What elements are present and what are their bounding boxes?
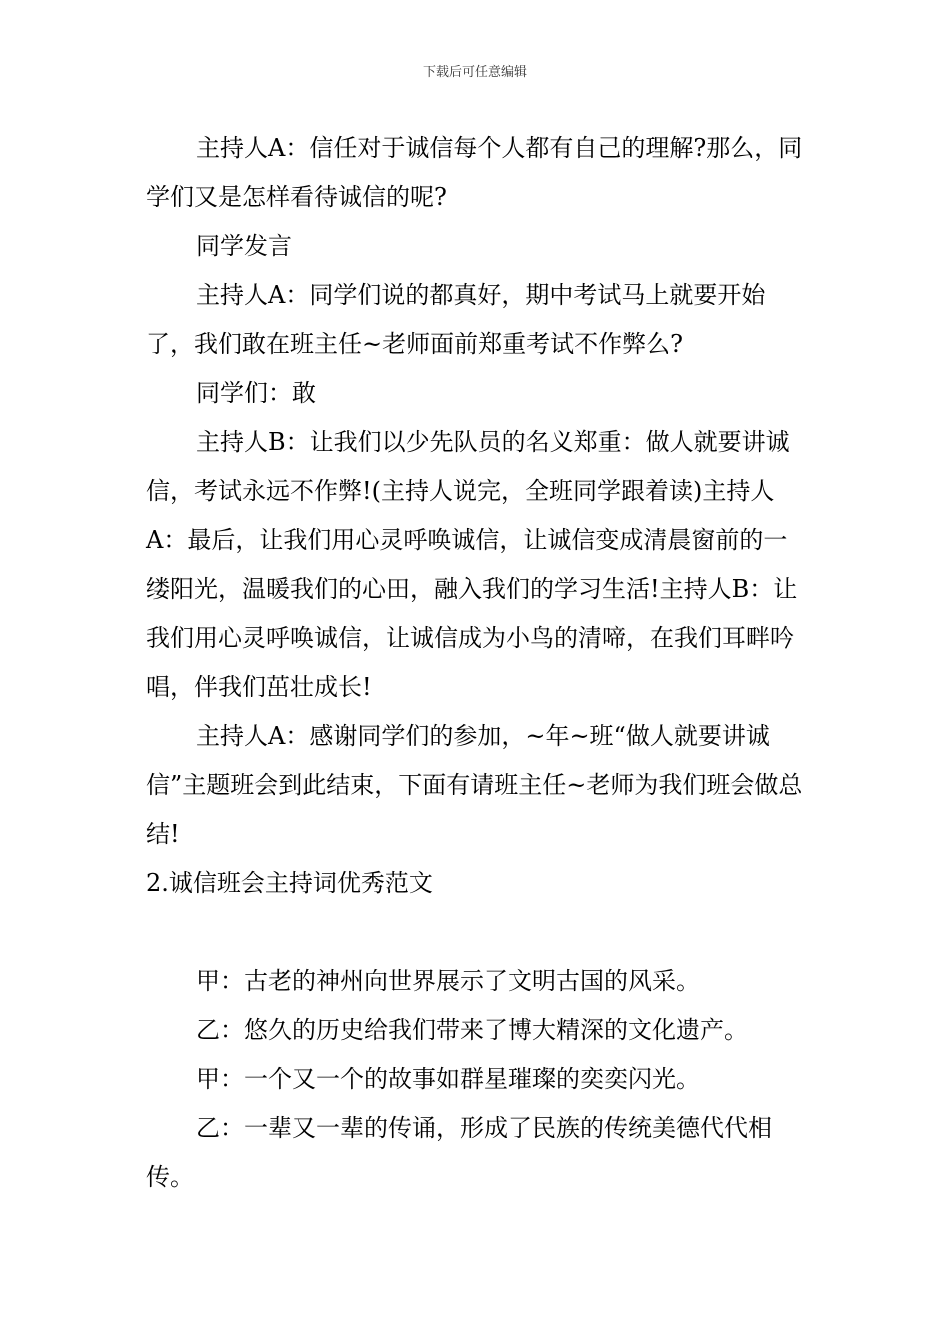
paragraph-6: 主持人A：感谢同学们的参加，~年~班“做人就要讲诚信”主题班会到此结束，下面有请班主任~老师为我们班会做总结!	[146, 722, 803, 848]
paragraph-7: 甲：古老的神州向世界展示了文明古国的风采。	[196, 967, 700, 995]
paragraph-3: 主持人A：同学们说的都真好，期中考试马上就要开始了，我们敢在班主任~老师面前郑重考试不作弊么?	[146, 281, 766, 358]
paragraph-2: 同学发言	[196, 232, 292, 260]
paragraph-10: 乙：一辈又一辈的传诵，形成了民族的传统美德代代相传。	[146, 1114, 772, 1191]
paragraph-9: 甲：一个又一个的故事如群星璀璨的奕奕闪光。	[196, 1065, 700, 1093]
page-header: 下载后可任意编辑	[422, 65, 527, 80]
document-body	[146, 124, 810, 1202]
paragraph-5: 主持人B：让我们以少先队员的名义郑重：做人就要讲诚信，考试永远不作弊!(主持人说完，全班同学跟着读)主持人A：最后，让我们用心灵呼唤诚信，让诚信变成清晨窗前的一缕阳光，温暖我们的心田，融入我们的学习生活!主持人B：让我们用心灵呼唤诚信，让诚信成为小鸟的清啼，在我们耳畔吟唱，伴我们茁壮成长!	[146, 428, 798, 701]
section-title: 2.诚信班会主持词优秀范文	[146, 869, 433, 897]
paragraph-1: 主持人A：信任对于诚信每个人都有自己的理解?那么，同学们又是怎样看待诚信的呢?	[146, 134, 803, 211]
paragraph-8: 乙：悠久的历史给我们带来了博大精深的文化遗产。	[196, 1016, 748, 1044]
spacer	[146, 908, 810, 957]
paragraph-4: 同学们：敢	[196, 379, 316, 407]
